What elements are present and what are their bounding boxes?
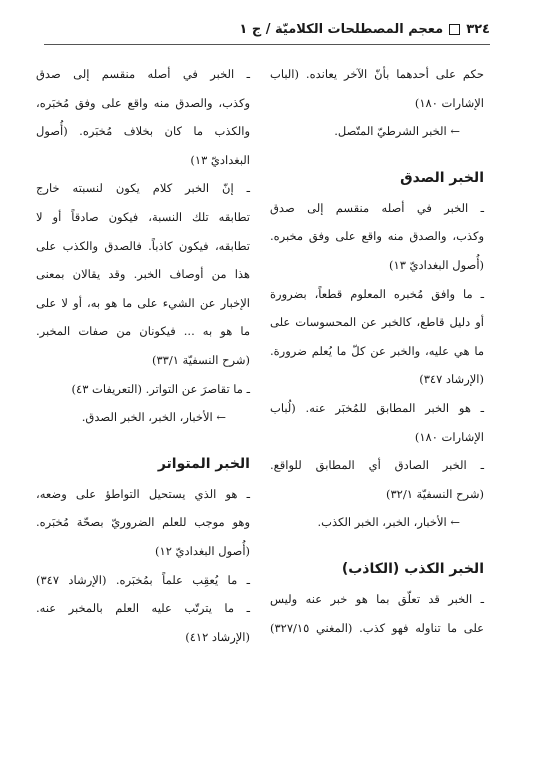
text-line: ـ الخبر الصادق أي المطابق للواقع. <box>270 458 484 473</box>
text-line: تطابقه، فيكون كاذباً. فالصدق والكذب على <box>36 238 250 253</box>
text-line: هذا من أوصاف الخبر. وقد يقالان بمعنى <box>36 267 250 282</box>
text-line: (شرح النسفيّة ٣٣/١) <box>152 353 250 367</box>
text-line: ـ هو الذي يستحيل التواطؤ على وضعه، <box>36 486 250 501</box>
text-line: على ما تناوله فهو كذب. (المغني ٣٢٧/١٥) <box>270 620 484 635</box>
text-line: ← الأخبار، الخبر، الخبر الكذب. <box>317 515 460 530</box>
text-line: (أُصول البغداديّ ١٣) <box>389 258 484 272</box>
text-line: ← الأخبار، الخبر، الخبر الصدق. <box>81 410 226 425</box>
text-line: والكذب ما كان بخلاف مُخبَره. (أُصول <box>36 124 250 139</box>
running-header <box>44 17 490 41</box>
text-line: (الإرشاد ٤١٢) <box>185 629 250 644</box>
entry-heading: الخبر المتواتر <box>157 455 250 472</box>
text-line: ـ إنّ الخبر كلام يكون لنسبته خارج <box>36 181 250 196</box>
text-line: (الإرشاد ٣٤٧) <box>419 372 484 387</box>
text-line: ـ الخبر في أصله منقسم إلى صدق <box>36 67 250 81</box>
text-line: الإشارات ١٨٠) <box>414 429 484 444</box>
text-line: حكم على أحدهما بأنّ الآخر يعانده. (الباب <box>270 67 484 81</box>
header-rule <box>44 44 490 45</box>
text-line: (شرح النسفيّة ٣٢/١) <box>386 486 484 501</box>
text-line: ـ هو الخبر المطابق للمُخبَر عنه. (لُباب <box>270 401 484 415</box>
text-line: (أُصول البغداديّ ١٢) <box>155 544 250 558</box>
text-line: ـ ما يُعقِب علماً بمُخبَره. (الإرشاد ٣٤٧) <box>36 572 250 587</box>
text-line: البغداديّ ١٣) <box>190 152 250 167</box>
text-line: الإخبار عن الشيء على ما هو به، أو لا على <box>36 295 250 310</box>
book-title: معجم المصطلحات الكلاميّة / ج ١ <box>239 21 444 37</box>
text-line: ← الخبر الشرطيّ المتّصل. <box>334 124 460 139</box>
page-number: ٣٢٤ <box>466 21 490 37</box>
text-line: ـ الخبر قد تعلّق بما هو خبر عنه وليس <box>270 592 484 606</box>
text-line: ـ ما تقاصرَ عن التواتر. (التعريفات ٤٣) <box>71 381 250 396</box>
text-line: ـ ما يترتّب عليه العلم بالمخبر عنه. <box>36 601 250 616</box>
text-line: وهو موجب للعلم الضروريّ بصحّة مُخبَره. <box>36 515 250 530</box>
entry-heading: الخبر الكذب (الكاذب) <box>341 561 484 577</box>
text-line: ما هو به ... فيكونان من صفات المخبر. <box>36 324 250 339</box>
text-line: ما هي عليه، والخبر عن كلّ ما يُعلم ضرورة. <box>270 343 484 358</box>
text-line: ـ ما وافق مُخبره المعلوم قطعاً، بضرورة <box>270 286 484 301</box>
text-line: أو دليل قاطع، كالخبر عن المحسوسات على <box>270 315 484 330</box>
entry-heading: الخبر الصدق <box>400 169 484 186</box>
text-line: ـ الخبر في أصله منقسم إلى صدق <box>270 200 484 215</box>
text-line: وكذب، والصدق منه واقع على وفق مخبره. <box>270 229 484 244</box>
text-line: الإشارات ١٨٠) <box>414 95 484 110</box>
text-line: تطابقه تلك النسبة، فيكون صادقاً أو لا <box>36 210 250 224</box>
text-line: وكذب، والصدق منه واقع على وفق مُخبَره، <box>36 95 250 110</box>
square-bullet-icon <box>449 24 460 35</box>
